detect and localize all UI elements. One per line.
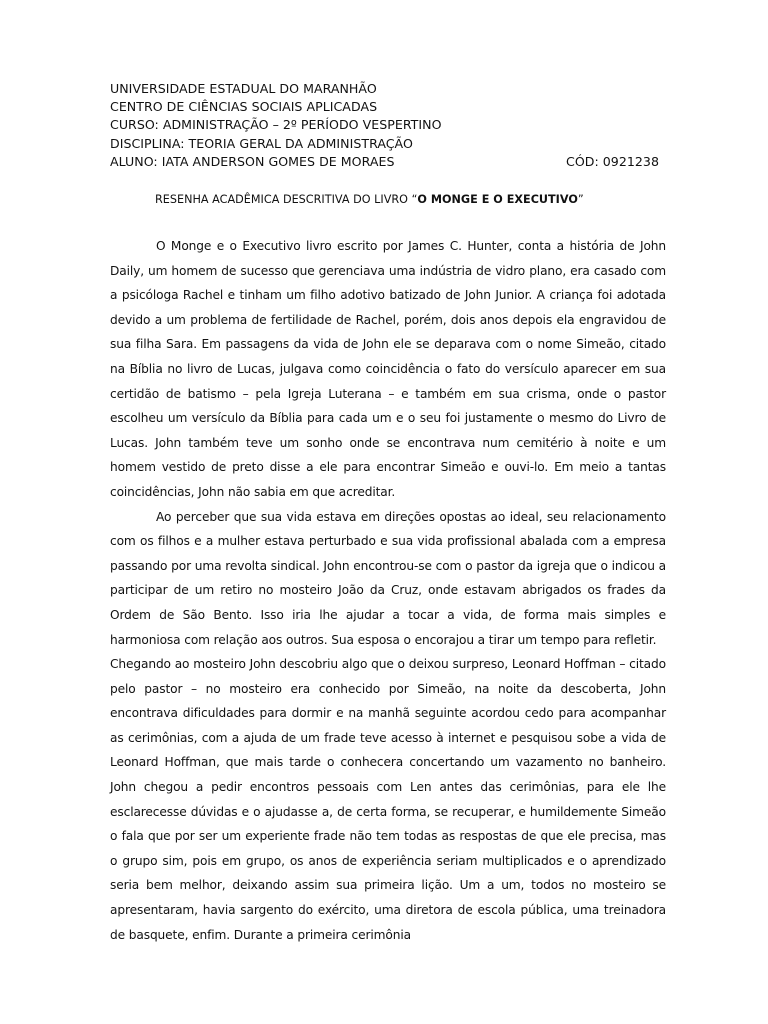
paragraph-3: Chegando ao mosteiro John descobriu algo que o deixou surpreso, Leonard Hoffman – citado pelo pastor – no mosteiro era conhecido por Simeão, na noite da descoberta, John encontrava dificuldades para dormir e na manhã seguinte acordou cedo para acompanhar as cerimônias, com a ajuda de um frade teve acesso à internet e pesquisou sobe a vida de Leonard Hoffman, que mais tarde o conhecera concertando um vazamento no banheiro. John chegou a pedir encontros pessoais com Len antes das cerimônias, para ele lhe esclarecesse dúvidas e o ajudasse a, de certa forma, se recuperar, e humildemente Simeão o fala que por ser um experiente frade não tem todas as respostas de que ele precisa, mas o grupo sim, pois em grupo, os anos de experiência seriam multiplicados e o aprendizado seria bem melhor, deixando assim sua primeira lição. Um a um, todos no mosteiro se apresentaram, havia sargento do exército, uma diretora de escola pública, uma treinadora de basquete, enfim. Durante a primeira cerimônia (110, 657, 666, 942)
paragraph-1: O Monge e o Executivo livro escrito por James C. Hunter, conta a história de John Daily, um homem de sucesso que gerenciava uma indústria de vidro plano, era casado com a psicóloga Rachel e tinham um filho adotivo batizado de John Junior. A criança foi adotada devido a um problema de fertilidade de Rachel, porém, dois anos depois ela engravidou de sua filha Sara. Em passagens da vida de John ele se deparava com o nome Simeão, citado na Bíblia no livro de Lucas, julgava como coincidência o fato do versículo aparecer em sua certidão de batismo – pela Igreja Luterana – e também em sua crisma, onde o pastor escolheu um versículo da Bíblia para cada um e o seu foi justamente o mesmo do Livro de Lucas. John também teve um sonho onde se encontrava num cemitério à noite e um homem vestido de preto disse a ele para encontrar Simeão e ouvi-lo. Em meio a tantas coincidências, John não sabia em que acreditar. (110, 239, 666, 499)
book-title: O MONGE E O EXECUTIVO (417, 193, 578, 206)
student-code: CÓD: 0921238 (566, 153, 659, 169)
document-header (110, 80, 670, 171)
title-prefix: RESENHA ACADÊMICA DESCRITIVA DO LIVRO “ (155, 193, 418, 206)
discipline-line: DISCIPLINA: TEORIA GERAL DA ADMINISTRAÇÃO (110, 135, 413, 151)
paragraph-2: Ao perceber que sua vida estava em direções opostas ao ideal, seu relacionamento com os filhos e a mulher estava perturbado e sua vida profissional abalada com a empresa passando por uma revolta sindical. John encontrou-se com o pastor da igreja que o indicou a participar de um retiro no mosteiro João da Cruz, onde estavam abrigados os frades da Ordem de São Bento. Isso iria lhe ajudar a tocar a vida, de forma mais simples e harmoniosa com relação aos outros. Sua esposa o encorajou a tirar um tempo para refletir. (110, 509, 666, 647)
title-suffix: ” (577, 193, 584, 206)
center-name: CENTRO DE CIÊNCIAS SOCIAIS APLICADAS (110, 99, 378, 115)
review-body (110, 234, 666, 947)
student-row (110, 153, 670, 171)
student-name: ALUNO: IATA ANDERSON GOMES DE MORAES (110, 153, 395, 169)
university-name: UNIVERSIDADE ESTADUAL DO MARANHÃO (110, 81, 377, 96)
course-line: CURSO: ADMINISTRAÇÃO – 2º PERÍODO VESPERTINO (110, 117, 442, 133)
review-title (155, 192, 584, 208)
